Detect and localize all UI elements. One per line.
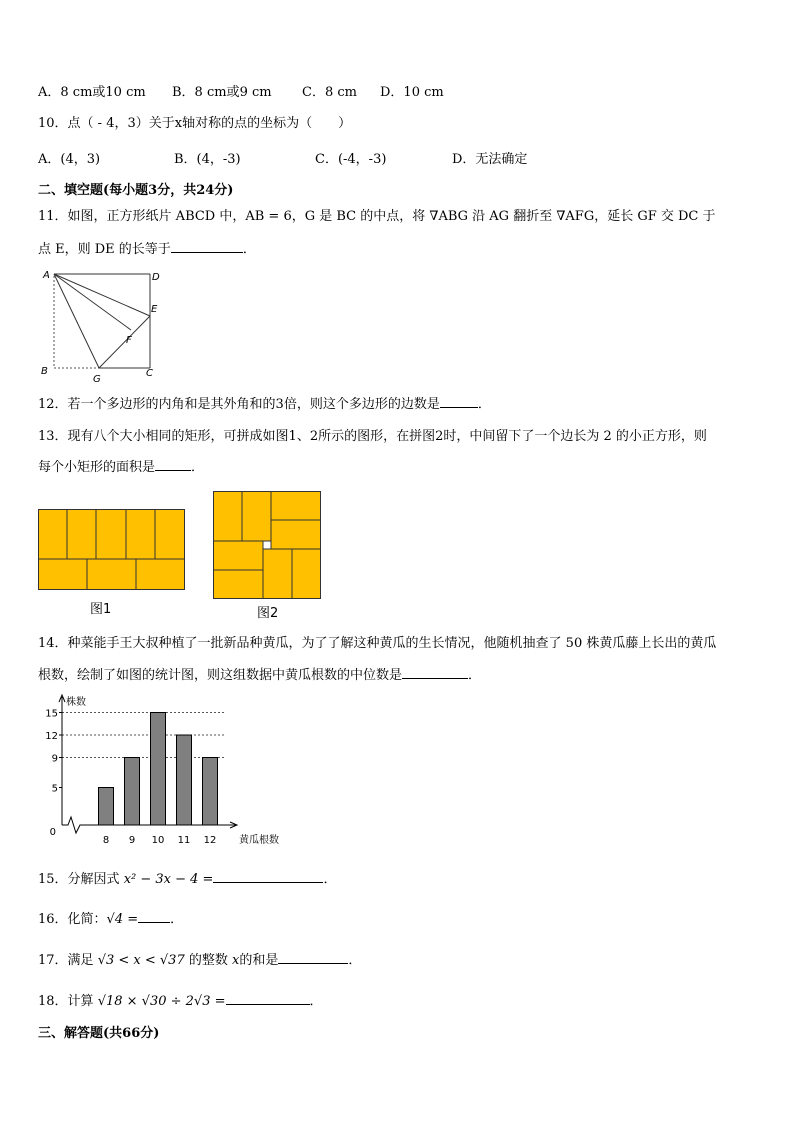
- q14-answer-blank: [402, 666, 468, 679]
- y-tick-label: 12: [45, 731, 58, 742]
- q16-answer-blank: [138, 910, 170, 923]
- x-tick-label: 12: [203, 835, 217, 846]
- label-f: F: [126, 335, 132, 346]
- q10-stem: 10．点（ - 4，3）关于x轴对称的点的坐标为（ ）: [38, 116, 352, 131]
- q11-line2-prefix: 点 E，则 DE 的长等于: [38, 242, 171, 257]
- q18-answer-blank: [226, 992, 310, 1005]
- y-tick-label: 15: [45, 708, 58, 720]
- x-tick-label: 11: [177, 835, 191, 846]
- label-g: G: [93, 374, 101, 385]
- q18-expression: √18 × √30 ÷ 2√3 =: [97, 994, 226, 1009]
- label-e: E: [151, 304, 158, 315]
- q17-line: [38, 951, 361, 970]
- q17-after: 的和是: [239, 953, 279, 968]
- bar-12: [203, 758, 218, 826]
- q16-expression: √4 =: [106, 912, 139, 927]
- q11-line2: [38, 240, 256, 259]
- q9-option-a: A．8 cm或10 cm: [38, 85, 146, 100]
- q14-line2: [38, 666, 481, 685]
- q10-option-b: B．(4，-3): [174, 152, 241, 167]
- q11-answer-blank: [171, 240, 243, 253]
- q17-answer-blank: [278, 951, 348, 964]
- q14-line1: 14．种菜能手王大叔种植了一批新品种黄瓜，为了了解这种黄瓜的生长情况，他随机抽查了 50 株黄瓜藤上长出的黄瓜: [38, 636, 717, 651]
- q11-line1: 11．如图，正方形纸片 ABCD 中，AB = 6，G 是 BC 的中点，将 ∇ABG 沿 AG 翻折至 ∇AFG，延长 GF 交 DC 于: [38, 209, 716, 224]
- label-a: A: [43, 270, 50, 281]
- q17-prefix: 17．满足: [38, 953, 94, 968]
- section-3-heading: 三、解答题(共66分): [38, 1026, 160, 1041]
- q13-prefix: 每个小矩形的面积是: [38, 460, 156, 475]
- q17-suffix: ．: [348, 953, 362, 968]
- q17-middle: 的整数: [188, 953, 228, 968]
- q13-figure-2: [213, 491, 323, 601]
- bar-10: [151, 713, 166, 826]
- q13-answer-blank: [155, 458, 191, 471]
- q12-line: [38, 395, 491, 414]
- q18-line: [38, 992, 323, 1011]
- q16-suffix: ．: [170, 912, 184, 927]
- q15-answer-blank: [213, 870, 323, 883]
- y-tick-label: 9: [51, 753, 58, 765]
- bar-11: [177, 735, 192, 825]
- x-axis-label: 黄瓜根数: [239, 835, 279, 846]
- q10-option-a: A．(4，3): [38, 152, 101, 167]
- q9-option-b: B．8 cm或9 cm: [172, 85, 272, 100]
- q16-prefix: 16．化简：: [38, 912, 107, 927]
- x-tick-label: 8: [102, 835, 110, 846]
- q13-line2: [38, 458, 204, 477]
- y-axis-label: 株数: [66, 697, 86, 708]
- x-tick-label: 10: [151, 835, 165, 846]
- q14-bar-chart: [40, 693, 300, 853]
- q15-expression: x² − 3x − 4 =: [123, 872, 214, 887]
- q15-prefix: 15．分解因式: [38, 872, 120, 887]
- origin-label: 0: [49, 827, 56, 838]
- q17-var: x: [232, 953, 240, 968]
- q18-suffix: ．: [309, 994, 323, 1009]
- q13-line1: 13．现有八个大小相同的矩形，可拼成如图1、2所示的图形，在拼图2时，中间留下了一个边长为 2 的小正方形，则: [38, 429, 707, 444]
- q11-square-figure: [36, 266, 166, 386]
- label-b: B: [41, 366, 48, 377]
- q17-expression: √3 < x < √37: [97, 953, 185, 968]
- q12-answer-blank: [440, 395, 478, 408]
- q9-option-d: D．10 cm: [380, 85, 444, 100]
- label-c: C: [146, 368, 153, 379]
- label-d: D: [152, 272, 160, 283]
- q18-prefix: 18．计算: [38, 994, 94, 1009]
- q10-option-c: C．(-4，-3): [315, 152, 387, 167]
- q16-line: [38, 910, 183, 929]
- q9-option-c: C．8 cm: [302, 85, 357, 100]
- bar-8: [99, 788, 114, 826]
- y-tick-label: 5: [51, 783, 58, 795]
- q14-suffix: ．: [468, 668, 482, 683]
- q12-suffix: ．: [477, 397, 491, 412]
- q14-prefix: 根数，绘制了如图的统计图，则这组数据中黄瓜根数的中位数是: [38, 668, 403, 683]
- fig1-caption: 图1: [90, 602, 112, 617]
- x-tick-label: 9: [128, 835, 136, 846]
- q10-option-d: D．无法确定: [452, 152, 528, 167]
- q13-suffix: ．: [191, 460, 205, 475]
- q12-prefix: 12．若一个多边形的内角和是其外角和的3倍，则这个多边形的边数是: [38, 397, 440, 412]
- q13-figure-1: [38, 509, 186, 591]
- fig2-caption: 图2: [257, 606, 279, 621]
- q15-line: [38, 870, 336, 889]
- q11-line2-suffix: ．: [242, 242, 256, 257]
- q15-suffix: ．: [323, 872, 337, 887]
- section-2-heading: 二、填空题(每小题3分，共24分): [38, 183, 234, 198]
- bar-9: [125, 758, 140, 826]
